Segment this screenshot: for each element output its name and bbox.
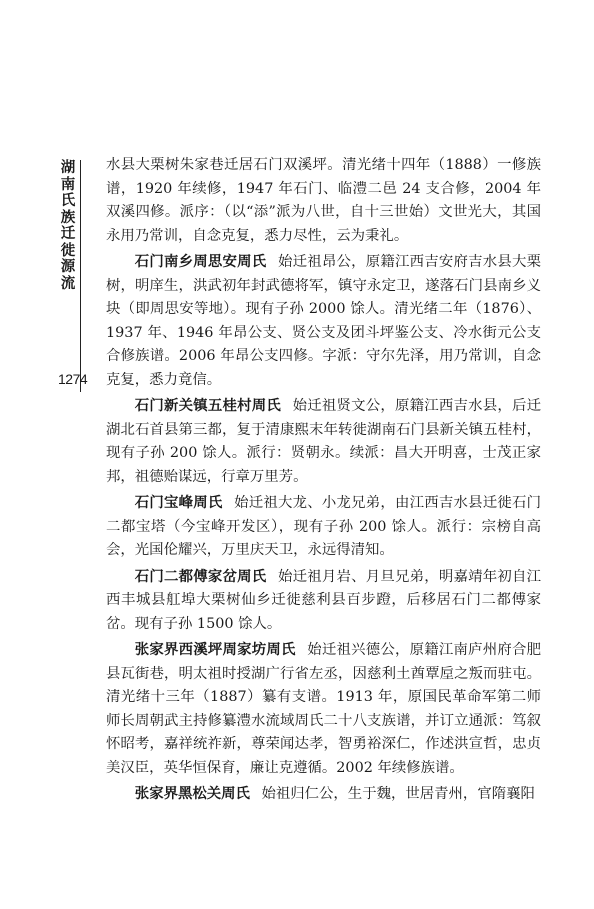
entry-title: 石门新关镇五桂村周氏 (134, 397, 282, 414)
entry-text: 始迁祖月岩、月旦兄弟，明嘉靖年初自江西丰城县舡埠大栗树仙乡迁徙慈利县百步蹬，后移居石门二都傅家岔。现有子孙 1500 馀人。 (106, 568, 541, 632)
entry-title: 张家界西溪坪周家坊周氏 (134, 641, 296, 658)
entry-text: 始迁祖贤文公，原籍江西吉水县，后迁湖北石首县第三都，复于清康熙末年转徙湖南石门县新关镇五桂村，现有子孙 200 馀人。派行：贤朝永。续派：昌大开明喜，士茂正家邦，祖德贻谋远，行章万里芳。 (106, 398, 541, 485)
entry-paragraph (106, 491, 541, 563)
entry-paragraph (106, 638, 541, 780)
entry-paragraph (106, 394, 541, 489)
entry-title: 石门二都傅家岔周氏 (134, 567, 267, 585)
entry-text: 始祖归仁公，生于魏，世居青州，官隋襄阳 (261, 786, 535, 802)
entry-paragraph (106, 565, 541, 637)
entry-text: 始迁祖大龙、小龙兄弟，由江西吉水县迁徙石门二都宝塔（今宝峰开发区），现有子孙 200 馀人。派行：宗榜自高会，光国伦耀兴，万里庆天卫，永远得清知。 (106, 495, 541, 558)
entry-title: 石门宝峰周氏 (134, 494, 223, 511)
page-number: 1274 (58, 371, 88, 387)
margin-rule (80, 160, 81, 392)
entry-text: 始迁祖兴德公，原籍江南庐州府合肥县瓦街巷，明太祖时授湖广行省左丞，因慈利土酋覃垕之叛而驻屯。清光绪十三年（1887）纂有支谱。1913 年，原国民革命军第二师师长周朝武主持修纂澧水流域周氏二十八支族谱，并订立通派：笃叙怀昭考，嘉祥统祚新，尊荣闻达孝，智勇裕深仁，作述洪宣哲，忠贞美汉臣，英华恒保育，廉让克遵循。2002 年续修族谱。 (106, 642, 541, 776)
entry-text: 始迁祖昂公，原籍江西吉安府吉水县大栗树，明庠生，洪武初年封武德将军，镇守永定卫，遂落石门县南乡义块（即周思安等地）。现有子孙 2000 馀人。清光绪二年（1876）、1937 年、1946 年昂公支、贤公支及团斗坪鉴公支、冷水街元公支合修族谱。2006 年昂公支四修。字派：守尔先泽，用乃常训，自念克复，悉力竟信。 (106, 254, 541, 388)
running-header-title: 湖南氏族迁徙源流 (60, 159, 76, 292)
entry-title: 张家界黑松关周氏 (134, 785, 250, 802)
body-text (106, 154, 541, 809)
entry-paragraph (106, 782, 541, 807)
entry-title: 石门南乡周思安周氏 (134, 253, 267, 270)
entry-paragraph (106, 250, 541, 392)
continuation-paragraph: 水县大栗树朱家巷迁居石门双溪坪。清光绪十四年（1888）一修族谱，1920 年续修，1947 年石门、临澧二邑 24 支合修，2004 年双溪四修。派序：（以“添”派为八世，自十三世始）文世光大，其国永用乃常训，自念克复，悉力尽性，云为秉礼。 (106, 157, 541, 244)
